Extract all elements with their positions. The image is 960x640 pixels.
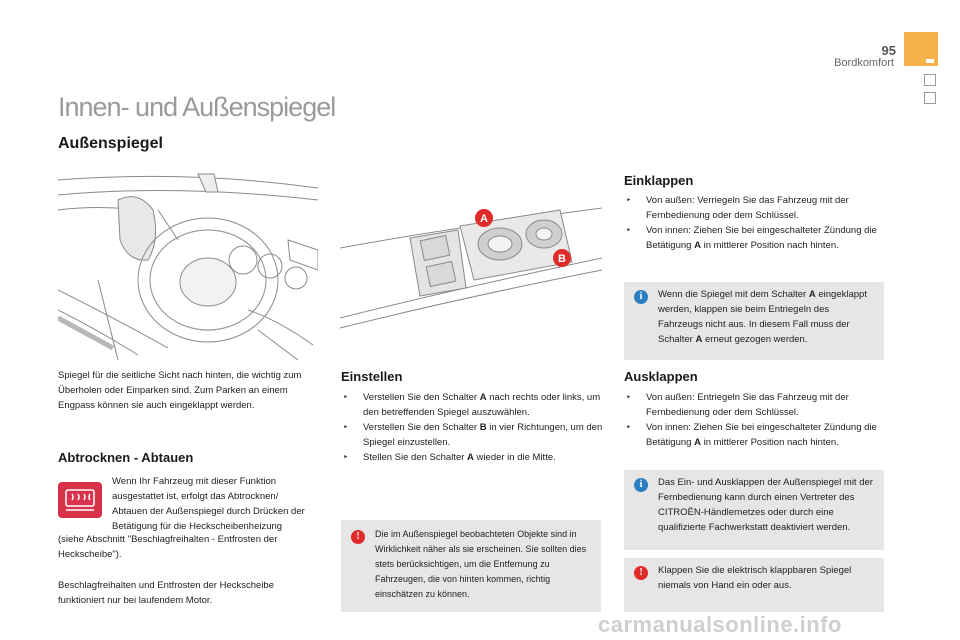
page-title: Innen- und Außenspiegel (58, 92, 336, 122)
chapter-square-1 (924, 74, 936, 86)
einstellen-list (341, 390, 603, 465)
ausklappen-heading: Ausklappen (624, 369, 698, 384)
einstellen-item: ‣ Verstellen Sie den Schalter B in vier Richtungen, um den Spiegel einzustellen. (341, 420, 603, 450)
section-subtitle: Außenspiegel (58, 135, 163, 152)
einklappen-list (624, 193, 886, 253)
mirror-switch-illustration (340, 188, 602, 348)
warning-icon: ! (351, 530, 365, 544)
ausklappen-item: ‣ Von innen: Ziehen Sie bei eingeschalteter Zündung die Betätigung A in mittlerer Position nach hinten. (624, 420, 886, 450)
abtrocknen-heading: Abtrocknen - Abtauen (58, 450, 194, 465)
rear-defrost-icon (58, 482, 102, 518)
abtrocknen-continue: (siehe Abschnitt "Beschlagfreihalten - Entfrosten der Heckscheibe"). (58, 534, 278, 560)
dashboard-illustration (58, 170, 318, 360)
einklappen-item: ‣ Von außen: Verriegeln Sie das Fahrzeug mit der Fernbedienung oder dem Schlüssel. (624, 193, 886, 223)
abtrocknen-text: Wenn Ihr Fahrzeug mit dieser Funktion ausgestattet ist, erfolgt das Abtrocknen/ Abtauen der Außenspiegel durch Drücken der Betätigung für die Heckscheibenheizung (112, 476, 305, 532)
section-title: Bordkomfort (834, 57, 894, 69)
abtrocknen-footnote: Beschlagfreihalten und Entfrosten der Heckscheibe funktioniert nur bei laufendem Motor. (58, 580, 274, 606)
ausklappen-warning-box (624, 558, 884, 612)
ausklappen-info-text: Das Ein- und Ausklappen der Außenspiegel mit der Fernbedienung kann durch einen Vertreter des CITROËN-Händlernetzes oder durch eine qualifizierte Fachwerkstatt deaktiviert werden. (658, 477, 873, 533)
ausklappen-warning-text: Klappen Sie die elektrisch klappbaren Spiegel niemals von Hand ein oder aus. (658, 565, 852, 591)
einklappen-item: ‣ Von innen: Ziehen Sie bei eingeschalteter Zündung die Betätigung A in mittlerer Position nach hinten. (624, 223, 886, 253)
info-icon: i (634, 478, 648, 492)
einklappen-info-box (624, 282, 884, 360)
einklappen-info-text: Wenn die Spiegel mit dem Schalter A eingeklappt werden, klappen sie beim Entriegeln des Fahrzeugs nicht aus. In diesem Fall muss der Schalter A erneut gezogen werden. (658, 289, 867, 345)
label-a: A (480, 213, 488, 225)
warning-icon: ! (634, 566, 648, 580)
label-b: B (558, 253, 566, 265)
einklappen-heading: Einklappen (624, 173, 694, 188)
ausklappen-list (624, 390, 886, 450)
einstellen-item: ‣ Verstellen Sie den Schalter A nach rechts oder links, um den betreffenden Spiegel auszuwählen. (341, 390, 603, 420)
chapter-tab-marker (926, 59, 934, 63)
einstellen-warning-box (341, 520, 601, 612)
page-number: 95 (881, 43, 896, 58)
einstellen-heading: Einstellen (341, 369, 403, 384)
intro-text: Spiegel für die seitliche Sicht nach hinten, die wichtig zum Überholen oder Einparken sind. Zum Parken an einem Engpass können sie auch eingeklappt werden. (58, 370, 302, 411)
info-icon: i (634, 290, 648, 304)
chapter-square-2 (924, 92, 936, 104)
ausklappen-item: ‣ Von außen: Entriegeln Sie das Fahrzeug mit der Fernbedienung oder dem Schlüssel. (624, 390, 886, 420)
watermark: carmanualsonline.info (598, 612, 842, 637)
ausklappen-info-box (624, 470, 884, 550)
einstellen-warning-text: Die im Außenspiegel beobachteten Objekte sind in Wirklichkeit näher als sie erscheinen. Sie sollten dies stets berücksichtigen, um die Entfernung zu Fahrzeugen, die von hinten kommen, richtig einschätzen zu können. (375, 529, 587, 599)
einstellen-item: ‣ Stellen Sie den Schalter A wieder in die Mitte. (341, 450, 603, 465)
